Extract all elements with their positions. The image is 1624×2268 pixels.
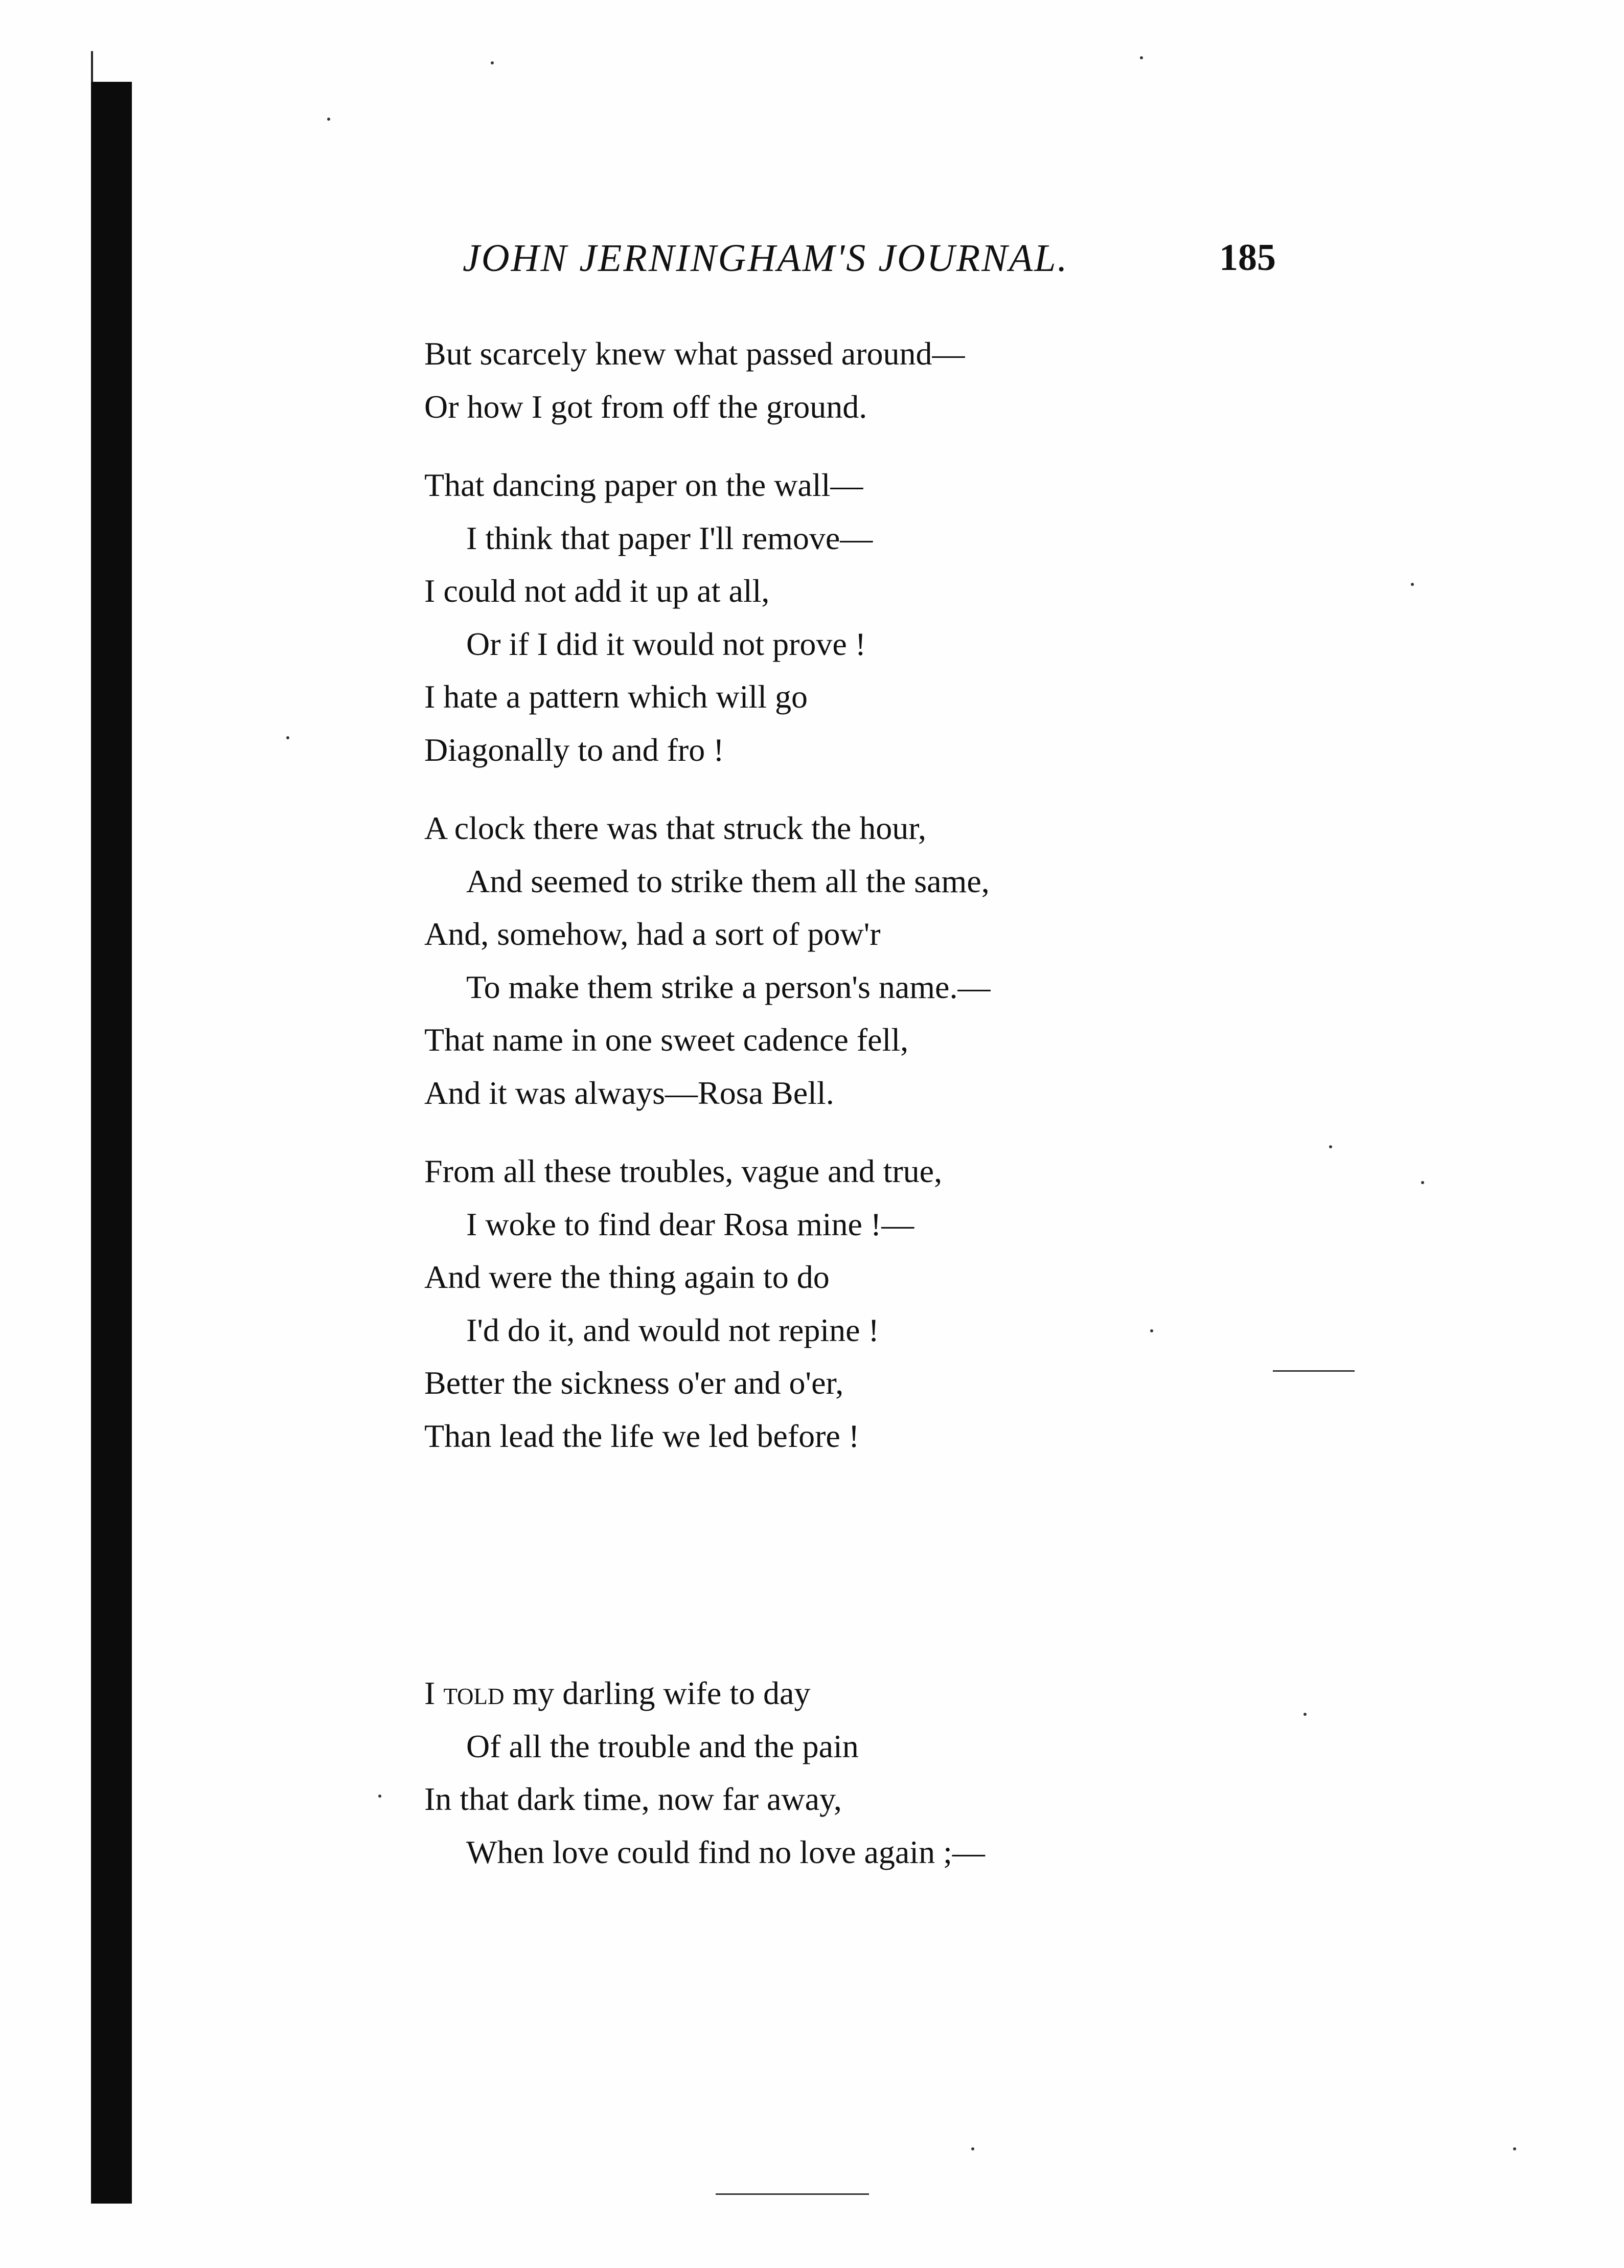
poem-line: Of all the trouble and the pain bbox=[466, 1728, 859, 1764]
poem-line: In that dark time, now far away, bbox=[424, 1781, 842, 1817]
speck bbox=[1303, 1713, 1307, 1716]
poem-line: That name in one sweet cadence fell, bbox=[424, 1022, 909, 1058]
poem-line: Better the sickness o'er and o'er, bbox=[424, 1365, 844, 1401]
margin-rule bbox=[1273, 1370, 1355, 1372]
poem-line: I think that paper I'll remove— bbox=[466, 519, 873, 556]
second-poem-section bbox=[424, 1667, 1191, 1878]
poem-line: I woke to find dear Rosa mine !— bbox=[466, 1206, 914, 1242]
poem-body bbox=[424, 327, 1191, 1488]
poem-line: Or how I got from off the ground. bbox=[424, 388, 867, 425]
poem-line: To make them strike a person's name.— bbox=[466, 968, 991, 1005]
poem-line: I'd do it, and would not repine ! bbox=[466, 1311, 879, 1348]
poem-line: And were the thing again to do bbox=[424, 1259, 830, 1295]
running-title: JOHN JERNINGHAM'S JOURNAL. bbox=[463, 237, 1069, 280]
speck bbox=[378, 1795, 381, 1798]
first-line-rest: my darling wife to day bbox=[504, 1675, 811, 1711]
speck bbox=[491, 61, 494, 64]
speck bbox=[1411, 583, 1414, 586]
poem-line: And seemed to strike them all the same, bbox=[466, 863, 990, 899]
stanza bbox=[424, 459, 1191, 776]
speck bbox=[1140, 56, 1143, 59]
speck bbox=[1513, 2147, 1516, 2150]
stanza bbox=[424, 327, 1191, 433]
poem-line: That dancing paper on the wall— bbox=[424, 467, 863, 503]
page-number: 185 bbox=[1219, 237, 1276, 279]
drop-word: I bbox=[424, 1675, 436, 1711]
poem-line: And, somehow, had a sort of pow'r bbox=[424, 916, 881, 952]
poem-line bbox=[424, 1667, 1191, 1720]
speck bbox=[1329, 1145, 1332, 1148]
speck bbox=[1421, 1181, 1424, 1184]
poem-line: I could not add it up at all, bbox=[424, 573, 770, 609]
page-header bbox=[463, 236, 1301, 292]
poem-line: A clock there was that struck the hour, bbox=[424, 810, 927, 846]
speck bbox=[286, 736, 289, 739]
poem-line: Than lead the life we led before ! bbox=[424, 1417, 860, 1454]
poem-line: Diagonally to and fro ! bbox=[424, 731, 724, 768]
stanza bbox=[424, 802, 1191, 1119]
speck bbox=[1150, 1329, 1153, 1332]
smallcaps-word: told bbox=[443, 1675, 505, 1711]
book-gutter-shadow bbox=[91, 82, 132, 2204]
poem-line: Or if I did it would not prove ! bbox=[466, 625, 866, 662]
speck bbox=[971, 2147, 974, 2150]
bottom-rule bbox=[716, 2193, 869, 2195]
poem-line: But scarcely knew what passed around— bbox=[424, 335, 965, 372]
speck bbox=[327, 118, 330, 121]
poem-line: From all these troubles, vague and true, bbox=[424, 1153, 943, 1189]
stanza bbox=[424, 1145, 1191, 1462]
poem-line: And it was always—Rosa Bell. bbox=[424, 1074, 834, 1111]
second-section-lines bbox=[424, 1720, 1191, 1879]
poem-line: When love could find no love again ;— bbox=[466, 1833, 985, 1870]
poem-line: I hate a pattern which will go bbox=[424, 678, 808, 715]
